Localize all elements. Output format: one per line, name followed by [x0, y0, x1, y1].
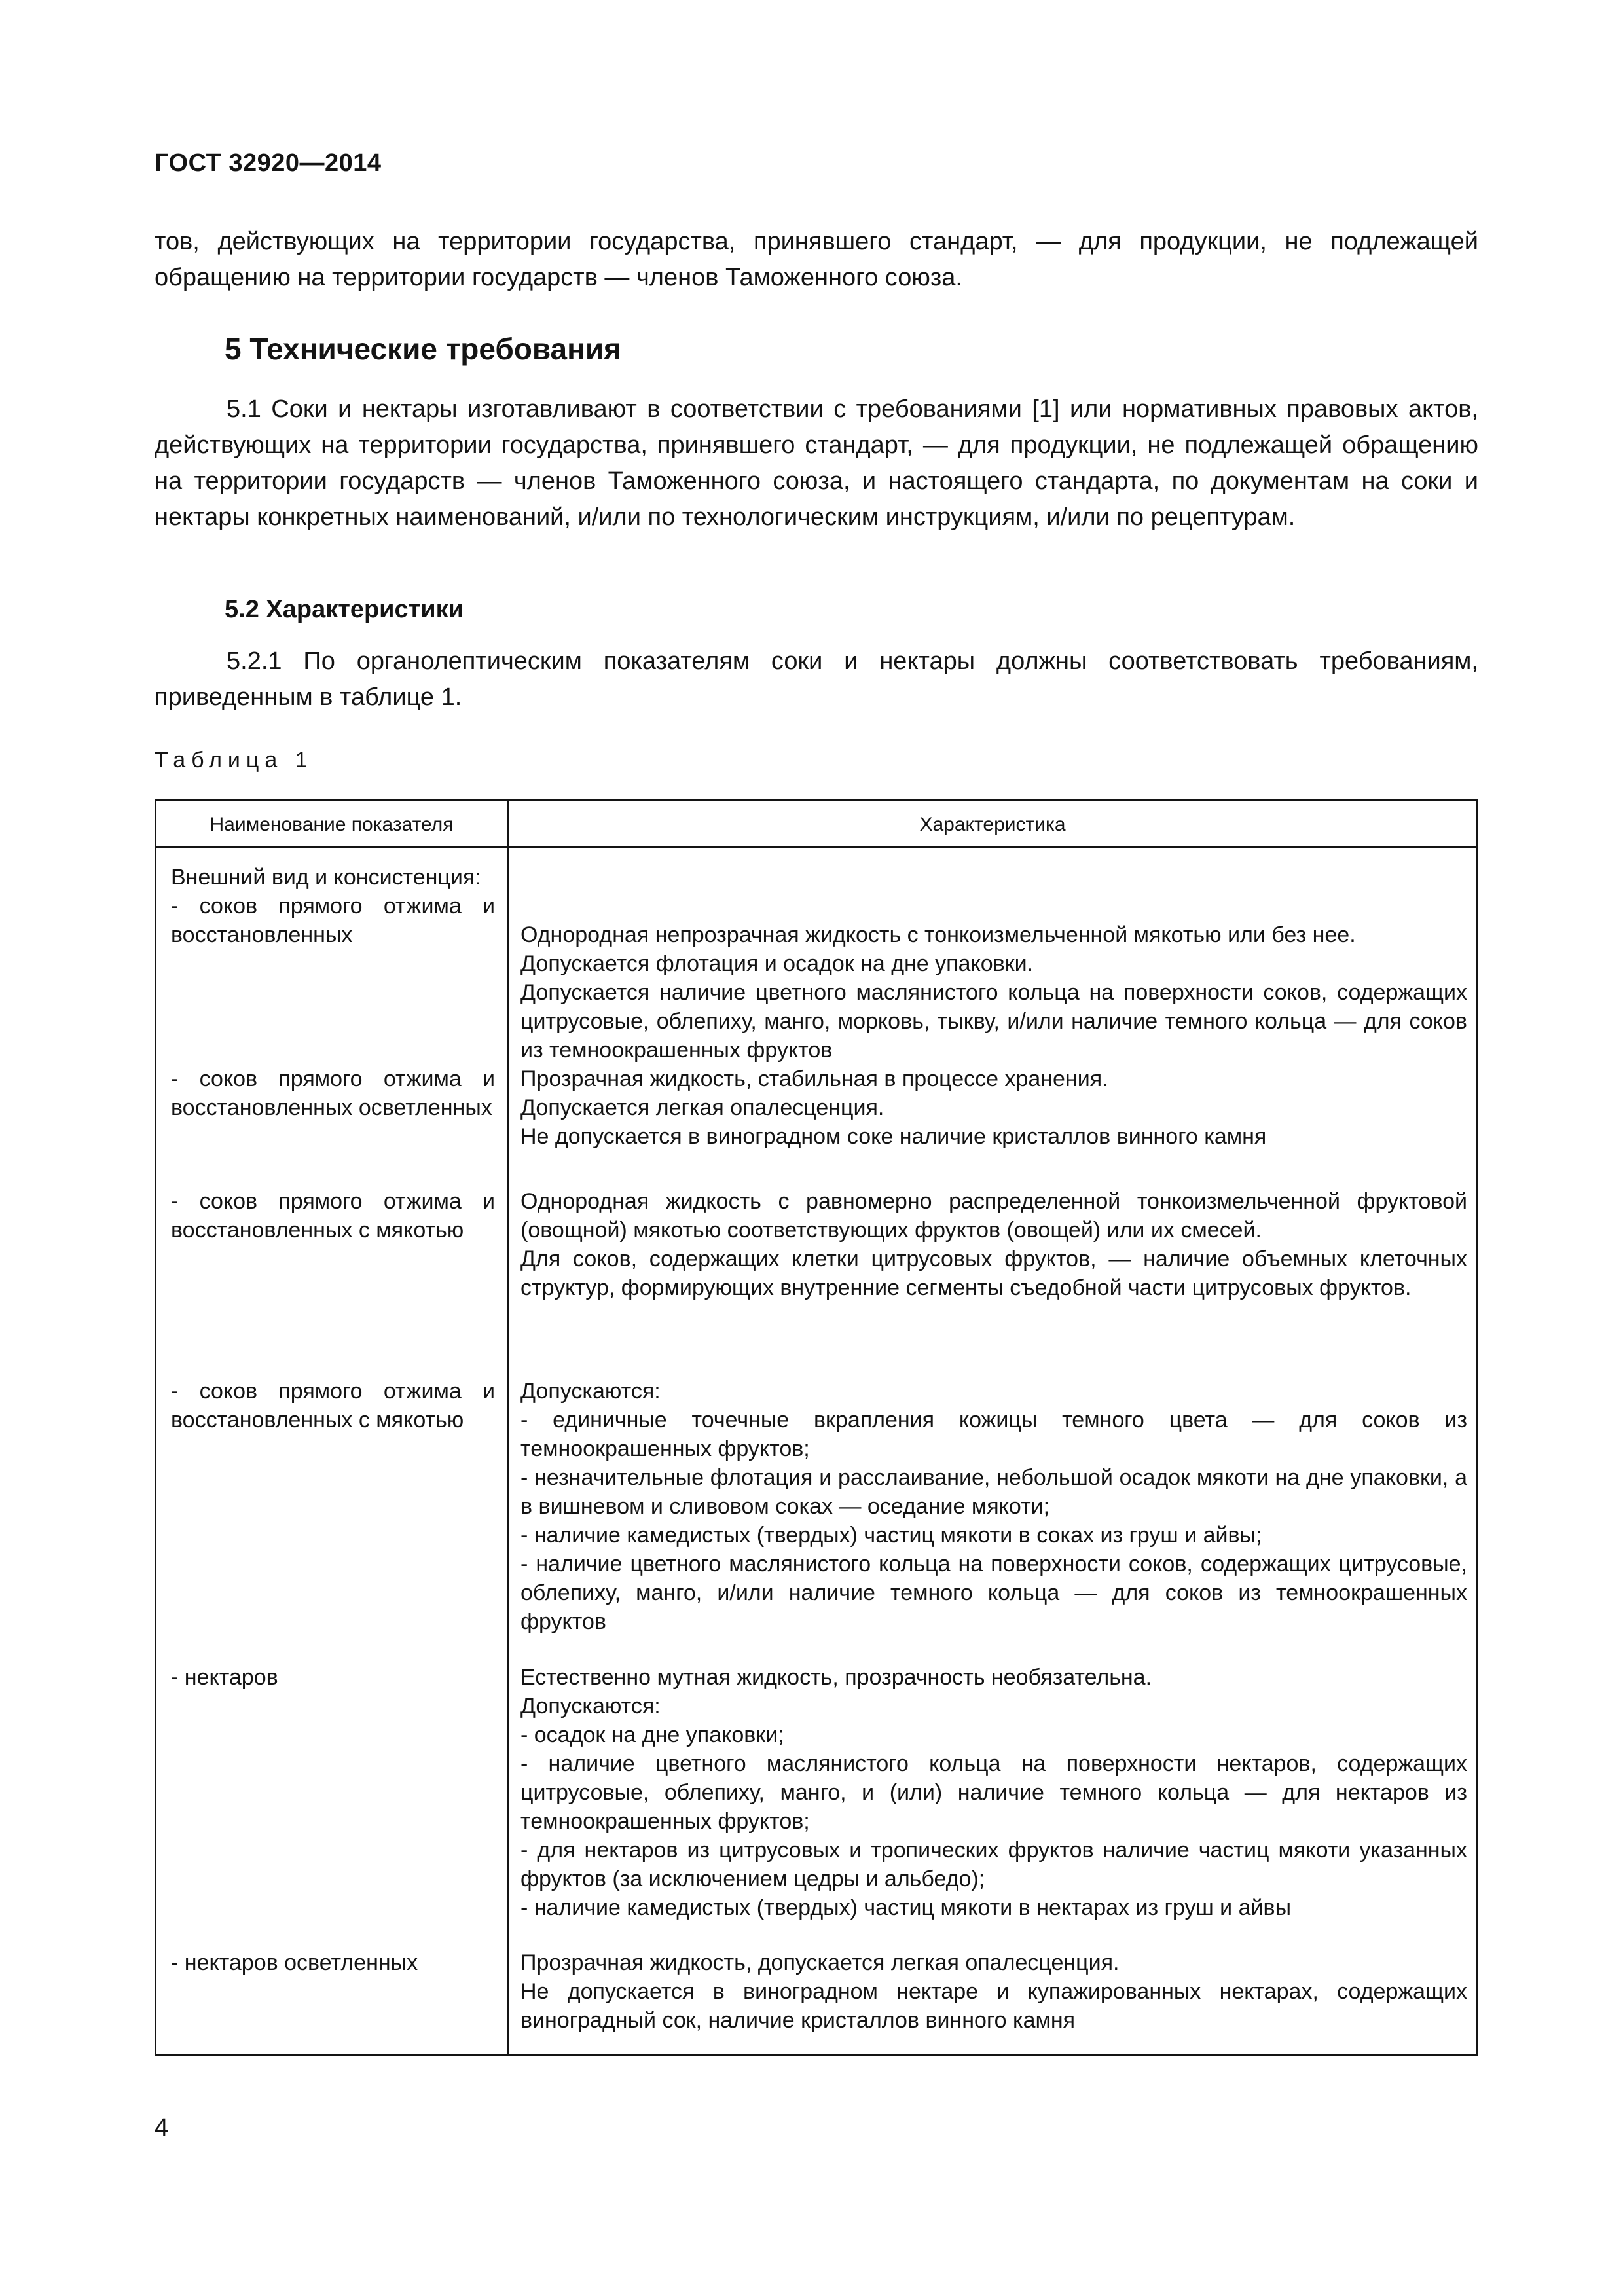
row-1-characteristic-text: Однородная непрозрачная жидкость с тонкоизмельченной мякотью или без нее. Допускается флотация и осадок на дне упаковки. Допускается наличие цветного маслянистого кольца на поверхности соков, содержащих цитрусовые, облепиху, манго, морковь, тыкву, и/или наличие темного кольца — для соков из темноокрашенных фруктов — [520, 922, 1467, 1063]
row-1-characteristic — [520, 920, 1467, 1065]
column-header-characteristic: Характеристика — [919, 814, 1066, 835]
table-caption: Таблица 1 — [155, 748, 314, 773]
row-6-indicator — [171, 1948, 495, 1977]
row-1-indicator — [171, 863, 495, 949]
row-1-indicator-text: Внешний вид и консистенция: - соков прямого отжима и восстановленных — [171, 865, 495, 947]
row-2-indicator-text: - соков прямого отжима и восстановленных осветленных — [171, 1066, 495, 1120]
row-2-characteristic — [520, 1065, 1467, 1151]
row-2-indicator — [171, 1065, 495, 1122]
row-6-characteristic — [520, 1948, 1467, 2035]
row-6-indicator-text: - нектаров осветленных — [171, 1950, 418, 1975]
characteristics-table — [155, 799, 1478, 2056]
intro-paragraph: тов, действующих на территории государства, принявшего стандарт, — для продукции, не подлежащей обращению на территории государств — членов Таможенного союза. — [155, 228, 1478, 291]
subsection-title: 5.2 Характеристики — [225, 596, 464, 623]
table-header-row — [156, 801, 1476, 848]
row-5-characteristic — [520, 1663, 1467, 1922]
row-5-characteristic-text: Естественно мутная жидкость, прозрачность необязательна. Допускаются: - осадок на дне упаковки; - наличие цветного маслянистого кольца на поверхности нектаров, содержащих цитрусовые, облепиху, манго, и (или) наличие темного кольца — для нектаров из темноокрашенных фруктов; - для нектаров из цитрусовых и тропических фруктов наличие частиц мякоти указанных фруктов (за исключением цедры и альбедо); - наличие камедистых (твердых) частиц мякоти в нектарах из груш и айвы — [520, 1665, 1467, 1920]
row-2-characteristic-text: Прозрачная жидкость, стабильная в процессе хранения. Допускается легкая опалесценция. Не допускается в виноградном соке наличие кристаллов винного камня — [520, 1066, 1267, 1149]
column-divider — [507, 801, 509, 2054]
row-5-indicator-text: - нектаров — [171, 1665, 278, 1690]
row-5-indicator — [171, 1663, 495, 1692]
paragraph-5-1: 5.1 Соки и нектары изготавливают в соответствии с требованиями [1] или нормативных правовых актов, действующих на территории государства, принявшего стандарт, — для продукции, не подлежащей обращению на территории государств — членов Таможенного союза, и настоящего стандарта, по документам на соки и нектары конкретных наименований, и/или по технологическим инструкциям, и/или по рецептурам. — [155, 395, 1478, 531]
row-4-characteristic-text: Допускаются: - единичные точечные вкрапления кожицы темного цвета — для соков из темноокрашенных фруктов; - незначительные флотация и расслаивание, небольшой осадок мякоти на дне упаковки, а в вишневом и сливовом соках — оседание мякоти; - наличие камедистых (твердых) частиц мякоти в соках из груш и айвы; - наличие цветного маслянистого кольца на поверхности соков, содержащих цитрусовые, облепиху, манго, и/или наличие темного кольца — для соков из темноокрашенных фруктов — [520, 1379, 1467, 1634]
paragraph-5-2-1: 5.2.1 По органолептическим показателям соки и нектары должны соответствовать требованиям, приведенным в таблице 1. — [155, 647, 1478, 711]
row-4-characteristic — [520, 1377, 1467, 1636]
row-4-indicator — [171, 1377, 495, 1434]
row-4-indicator-text: - соков прямого отжима и восстановленных с мякотью — [171, 1379, 495, 1432]
row-6-characteristic-text: Прозрачная жидкость, допускается легкая опалесценция. Не допускается в виноградном нектаре и купажированных нектарах, содержащих виноградный сок, наличие кристаллов винного камня — [520, 1950, 1467, 2033]
document-header: ГОСТ 32920—2014 — [155, 149, 382, 177]
row-3-indicator-text: - соков прямого отжима и восстановленных с мякотью — [171, 1189, 495, 1243]
row-3-indicator — [171, 1187, 495, 1245]
page-number: 4 — [155, 2114, 169, 2141]
column-header-indicator: Наименование показателя — [210, 814, 454, 835]
row-3-characteristic — [520, 1187, 1467, 1302]
row-3-characteristic-text: Однородная жидкость с равномерно распределенной тонкоизмельченной фруктовой (овощной) мякотью соответствующих фруктов (овощей) или их смесей. Для соков, содержащих клетки цитрусовых фруктов, — наличие объемных клеточных структур, формирующих внутренние сегменты съедобной части цитрусовых фруктов. — [520, 1189, 1467, 1300]
section-title: 5 Технические требования — [225, 332, 621, 366]
